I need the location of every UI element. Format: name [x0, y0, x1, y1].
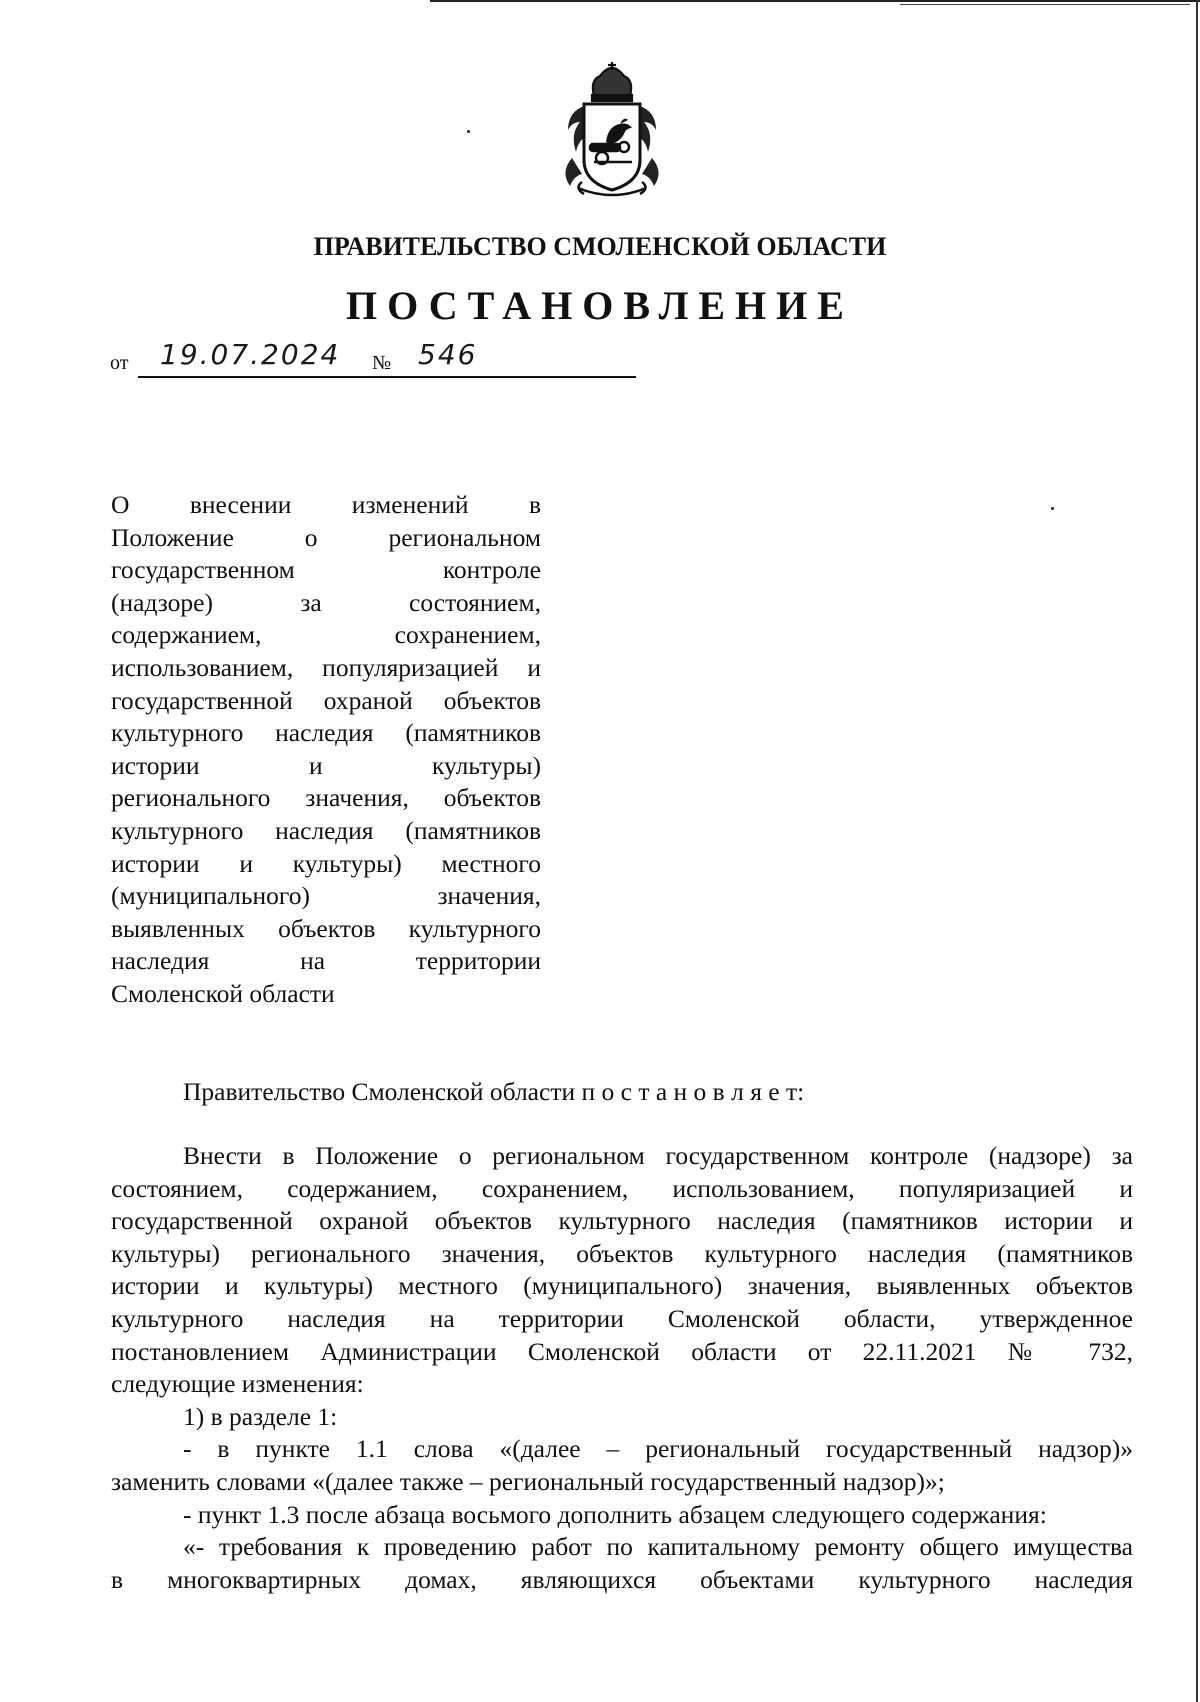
body-line: культуры) регионального значения, объектов культурного наследия (памятников	[111, 1238, 1133, 1268]
scan-edge-top-secondary	[900, 4, 1190, 5]
document-type-heading: ПОСТАНОВЛЕНИЕ	[346, 283, 854, 328]
title-line: культурного наследия (памятников	[111, 815, 541, 845]
scan-speck	[467, 130, 470, 133]
resolution-body	[111, 1140, 1133, 1596]
body-line: - в пункте 1.1 слова «(далее – региональный государственный надзор)»	[183, 1434, 1133, 1464]
organization-title: ПРАВИТЕЛЬСТВО СМОЛЕНСКОЙ ОБЛАСТИ	[313, 232, 887, 261]
resolves-line: Правительство Смоленской области п о с т а н о в л я е т:	[183, 1077, 805, 1106]
title-line: содержанием, сохранением,	[111, 620, 541, 650]
title-line: наследия на территории	[111, 946, 541, 976]
title-line: Положение о региональном	[111, 522, 541, 552]
title-line: использованием, популяризацией и	[111, 652, 541, 682]
title-line: истории и культуры) местного	[111, 848, 541, 878]
title-line: Смоленской области	[111, 978, 335, 1008]
number-prefix: №	[372, 352, 392, 374]
body-line: Внести в Положение о региональном государственном контроле (надзоре) за	[183, 1141, 1133, 1170]
body-line: - пункт 1.3 после абзаца восьмого дополнить абзацем следующего содержания:	[183, 1499, 1047, 1529]
title-line: (надзоре) за состоянием,	[111, 587, 541, 617]
title-line: государственной охраной объектов	[111, 685, 541, 715]
title-line: государственном контроле	[111, 555, 541, 585]
body-line: государственной охраной объектов культурного наследия (памятников истории и	[111, 1206, 1133, 1236]
title-line: регионального значения, объектов	[111, 783, 541, 813]
handwritten-number: 546	[418, 338, 478, 371]
title-line: О внесении изменений в	[111, 490, 541, 519]
scan-speck	[1051, 507, 1054, 510]
document-subject-title	[111, 489, 541, 1011]
body-line: следующие изменения:	[111, 1369, 364, 1399]
title-line: (муниципального) значения,	[111, 881, 541, 911]
title-line: выявленных объектов культурного	[111, 913, 541, 943]
body-line: «- требования к проведению работ по капитальному ремонту общего имущества	[183, 1532, 1133, 1562]
number-underline	[402, 376, 636, 378]
resolves-paragraph	[111, 1076, 1133, 1109]
body-line: состоянием, содержанием, сохранением, использованием, популяризацией и	[111, 1173, 1133, 1203]
body-line: заменить словами «(далее также – региональный государственный надзор)»;	[111, 1466, 945, 1496]
scan-edge-top	[430, 0, 1200, 2]
title-line: культурного наследия (памятников	[111, 718, 541, 748]
title-line: истории и культуры)	[111, 750, 541, 780]
body-line: истории и культуры) местного (муниципального) значения, выявленных объектов	[111, 1271, 1133, 1301]
smolensk-coat-of-arms-emblem	[554, 62, 670, 198]
date-prefix: от	[110, 352, 129, 374]
body-line: культурного наследия на территории Смоленской области, утвержденное	[111, 1303, 1133, 1333]
handwritten-date: 19.07.2024	[160, 338, 341, 371]
body-line: 1) в разделе 1:	[183, 1401, 338, 1431]
body-line: постановлением Администрации Смоленской области от 22.11.2021 № 732,	[111, 1336, 1133, 1366]
body-line: в многоквартирных домах, являющихся объектами культурного наследия	[111, 1564, 1133, 1594]
